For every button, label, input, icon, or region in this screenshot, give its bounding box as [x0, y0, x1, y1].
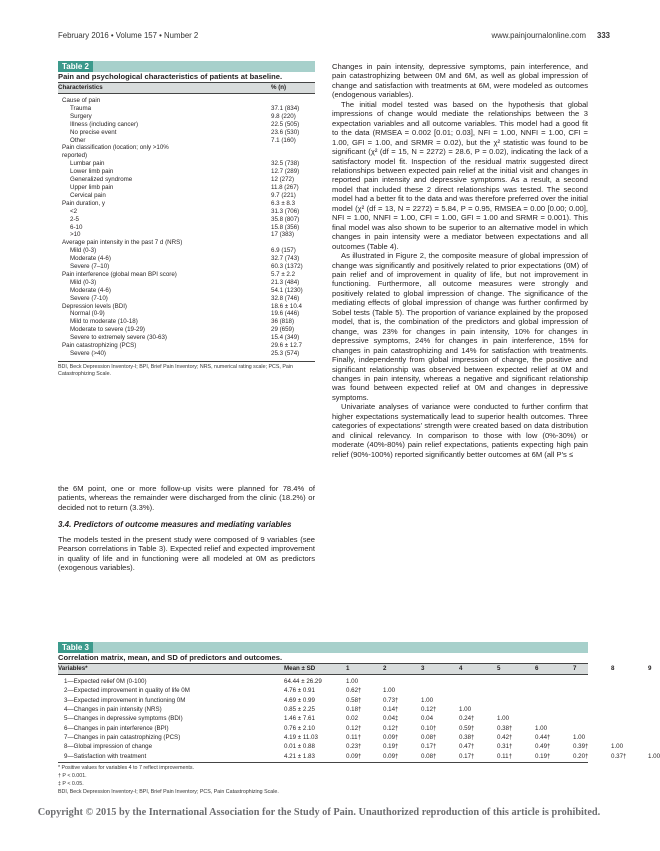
row-label: Mild (0-3) [70, 247, 97, 255]
row-value: 25.3 (574) [271, 350, 300, 357]
table-row [58, 733, 588, 742]
row-label: Pain duration, y [62, 199, 105, 207]
row-label: Other [70, 136, 86, 144]
row-value: 18.6 ± 10.4 [271, 302, 302, 310]
column-header: 8 [611, 665, 615, 672]
correlation-cell: 0.62† [346, 687, 362, 695]
page-header [58, 31, 610, 43]
table-2-tag-bar [58, 61, 315, 72]
correlation-cell: 0.59† [459, 724, 475, 732]
row-label: Average pain intensity in the past 7 d (NRS) [62, 239, 183, 247]
correlation-cell: 1.00 [346, 678, 359, 685]
row-value: 7.1 (160) [271, 136, 296, 144]
correlation-cell: 0.09† [346, 752, 362, 760]
table-3-footnote: * Positive values for variables 4 to 7 reflect improvements. [58, 764, 195, 771]
row-label: Mild (0-3) [70, 278, 97, 286]
row-label: Lumbar pain [70, 160, 105, 168]
row-value: 6.9 (157) [271, 247, 296, 255]
table-3-tag-bar [58, 642, 588, 653]
table-row [58, 113, 315, 121]
correlation-cell: 1.00 [421, 696, 434, 704]
correlation-cell: 1.00 [573, 733, 586, 741]
table-row [58, 310, 315, 318]
table-2-header [58, 82, 315, 94]
table-row [58, 105, 315, 113]
correlation-cell: 0.44† [535, 733, 551, 741]
mean-sd: 0.76 ± 2.10 [284, 724, 315, 732]
table-3 [58, 642, 660, 796]
correlation-cell: 0.14† [383, 705, 399, 713]
table-row [58, 168, 315, 176]
correlation-cell: 0.02 [346, 715, 359, 723]
correlation-cell: 0.31† [497, 743, 513, 751]
table-row [58, 271, 315, 279]
table-row [58, 192, 315, 200]
row-value: 29 (659) [271, 326, 295, 334]
row-label: No precise event [70, 128, 117, 136]
table-row [58, 121, 315, 129]
row-label: Lower limb pain [70, 168, 114, 176]
row-value: 54.1 (1230) [271, 286, 303, 294]
correlation-cell: 0.04 [421, 715, 434, 723]
table-row [58, 184, 315, 192]
table-row [58, 303, 315, 311]
row-value: 9.7 (221) [271, 191, 296, 199]
correlation-cell: 1.00 [497, 715, 510, 723]
row-label: Severe (7–10) [70, 263, 110, 271]
variable-name: 9—Satisfaction with treatment [64, 752, 147, 760]
column-header: 6 [535, 665, 539, 672]
table-row [58, 129, 315, 137]
row-label: 6-10 [70, 223, 83, 231]
table-3-footnote: ‡ P < 0.05. [58, 780, 84, 787]
column-header: 9 [648, 665, 652, 672]
column-header: 5 [497, 665, 501, 672]
variable-name: 8—Global impression of change [64, 743, 153, 751]
table-row [58, 144, 315, 152]
table-row [58, 742, 624, 751]
row-value: 12.7 (289) [271, 168, 300, 176]
variable-name: 1—Expected relief 0M (0-100) [64, 678, 147, 685]
column-header: 2 [383, 665, 387, 672]
correlation-cell: 0.24† [459, 715, 475, 723]
left-paragraph-2: The models tested in the present study were composed of 9 variables (see Pearson correlations in Table 3). Expected relief and expected improvement in quality of life and in functioning were all modeled at 0M as predictors (exogenous variables). [58, 534, 315, 573]
row-value: 32.8 (746) [271, 294, 300, 302]
table-row [58, 677, 588, 686]
row-value: 12 (272) [271, 176, 295, 184]
row-value: 15.4 (349) [271, 334, 300, 342]
row-value: 19.6 (446) [271, 310, 300, 318]
row-label: Moderate (4-6) [70, 286, 111, 294]
table-2-tag: Table 2 [58, 61, 93, 72]
table-row [58, 318, 315, 326]
row-label: Depression levels (BDI) [62, 302, 127, 310]
correlation-cell: 0.08† [421, 752, 437, 760]
variable-name: 4—Changes in pain intensity (NRS) [64, 705, 162, 713]
row-value: 32.7 (743) [271, 255, 300, 263]
table-row [58, 686, 588, 695]
row-label: Normal (0-9) [70, 310, 105, 318]
table-2-header-characteristics: Characteristics [58, 84, 103, 91]
row-label: 2-5 [70, 215, 79, 223]
column-header: 3 [421, 665, 425, 672]
row-label: Pain interference (global mean BPI score) [62, 270, 177, 278]
mean-sd: 1.46 ± 7.61 [284, 715, 315, 723]
table-row [58, 200, 315, 208]
row-label: <2 [70, 207, 78, 215]
table-row [58, 263, 315, 271]
row-value: 22.5 (505) [271, 120, 300, 128]
column-header: Mean ± SD [284, 665, 316, 672]
row-value: 37.1 (834) [271, 104, 300, 112]
table-2 [58, 61, 315, 378]
table-row [58, 152, 315, 160]
page-number: 333 [596, 31, 610, 40]
correlation-cell: 0.42† [497, 733, 513, 741]
correlation-cell: 1.00 [383, 687, 396, 695]
table-3-body [58, 677, 660, 761]
table-row [58, 224, 315, 232]
table-3-footnote: † P < 0.001. [58, 772, 87, 779]
correlation-cell: 0.09† [383, 733, 399, 741]
row-label: Cause of pain [62, 97, 101, 104]
correlation-cell: 0.58† [346, 696, 362, 704]
copyright-notice: Copyright © 2015 by the International Association for the Study of Pain. Unauthorized reproduction of this article is prohibited. [37, 807, 601, 818]
correlation-cell: 0.12† [383, 724, 399, 732]
right-paragraph-4: Univariate analyses of variance were conducted to further confirm that higher expectations systematically lead to superior health outcomes. Three categories of expectations' strength were created based on data distribution and clinical relevancy. In comparison to those with low (0%-30%) or moderate (40%-80%) pain relief expectations, patients expecting high pain relief (90%-100%) reported significantly better outcomes at 6M (all P's ≤ [332, 402, 588, 459]
row-value: 31.3 (706) [271, 207, 300, 215]
table-row [58, 752, 660, 761]
table-row [58, 97, 315, 105]
right-paragraph-3: As illustrated in Figure 2, the composite measure of global impression of change was significantly and positively related to prior expectations (0M) of pain relief and of improvement in quality of life, but not improvement in functioning. Furthermore, all outcome measures were strongly and positively related to global impression of change. The significance of the mediating effects of global impression of change was further confirmed by Sobel tests (Table 5). The proportion of variance explained by the proposed model, that is, the combination of the predictors and global impression of change, was 23% for changes in pain intensity, 10% for changes in depressive symptoms, 24% for changes in pain interference, 15% for changes in pain catastrophizing and 14% for satisfaction with treatments. Finally, independently from global impression of change, the positive and significant relationship was observed between expected relief at 0M and changes in pain intensity, whereas a negative and significant relationship was found between expected relief at 0M and changes in depressive symptoms. [332, 251, 588, 402]
row-value: 29.6 ± 12.7 [271, 342, 302, 350]
row-label: Mild to moderate (10-18) [70, 318, 138, 326]
column-header: 4 [459, 665, 463, 672]
row-value: 9.8 (220) [271, 112, 296, 120]
table-row [58, 342, 315, 350]
row-value: 36 (818) [271, 318, 295, 326]
variable-name: 2—Expected improvement in quality of life 0M [64, 687, 190, 695]
correlation-cell: 1.00 [648, 752, 660, 760]
correlation-cell: 0.12† [421, 705, 437, 713]
row-value: 15.8 (356) [271, 223, 300, 231]
table-3-title: Correlation matrix, mean, and SD of predictors and outcomes. [58, 653, 283, 662]
correlation-cell: 0.38† [497, 724, 513, 732]
row-value: 23.6 (530) [271, 128, 300, 136]
table-3-header [58, 663, 652, 675]
row-label: Pain catastrophizing (PCS) [62, 342, 137, 350]
correlation-cell: 0.73† [383, 696, 399, 704]
row-label: Upper limb pain [70, 183, 114, 191]
row-label: Severe (7-10) [70, 294, 108, 302]
row-label: Moderate to severe (19-29) [70, 326, 145, 334]
right-paragraph-1: Changes in pain intensity, depressive symptoms, pain interference, and pain catastrophizing between 0M and 6M, as well as global impression of change and satisfaction with treatments at 6M, were modeled as outcomes (endogenous variables). [332, 62, 588, 100]
correlation-cell: 0.47† [459, 743, 475, 751]
row-label: >10 [70, 231, 81, 239]
mean-sd: 0.85 ± 2.25 [284, 705, 315, 713]
row-label: Cervical pain [70, 191, 106, 199]
row-value: 32.5 (738) [271, 160, 300, 168]
section-heading-3-4: 3.4. Predictors of outcome measures and mediating variables [58, 520, 292, 530]
correlation-cell: 0.37† [611, 752, 627, 760]
table-row [58, 255, 315, 263]
mean-sd: 4.69 ± 0.99 [284, 696, 315, 704]
table-row [58, 334, 315, 342]
table-row [58, 216, 315, 224]
variable-name: 7—Changes in pain catastrophizing (PCS) [64, 733, 181, 741]
row-label: reported) [62, 152, 88, 160]
table-row [58, 350, 315, 358]
variable-name: 3—Expected improvement in functioning 0M [64, 696, 186, 704]
row-value: 35.8 (807) [271, 215, 300, 223]
table-3-tag: Table 3 [58, 642, 93, 653]
row-label: Moderate (4-6) [70, 255, 111, 263]
correlation-cell: 0.10† [421, 724, 437, 732]
row-label: Trauma [70, 104, 92, 112]
row-value: 11.8 (267) [271, 183, 299, 191]
correlation-cell: 0.12† [346, 724, 362, 732]
journal-issue: February 2016 • Volume 157 • Number 2 [58, 31, 199, 40]
row-label: Illness (including cancer) [70, 120, 139, 128]
table-row [58, 714, 588, 723]
journal-url[interactable]: www.painjournalonline.com [491, 31, 586, 40]
row-label: Severe to extremely severe (30-63) [70, 334, 167, 342]
table-3-footnotes [58, 762, 588, 796]
table-row [58, 176, 315, 184]
table-row [58, 279, 315, 287]
correlation-cell: 0.17† [459, 752, 475, 760]
row-label: Severe (>40) [70, 350, 106, 357]
row-label: Generalized syndrome [70, 176, 133, 184]
right-paragraph-2: The initial model tested was based on the hypothesis that global impressions of change would mediate the relationships between the 3 expectation variables and all outcome variables. This model had a good fit to the data (RMSEA = 0.002 [0.01; 0.03], NFI = 1.00, NNFI = 1.00, CFI = 1.00, GFI = 1.00, and SRMR = 0.02), but the χ² statistic was found to be significant (χ² (df = 15, N = 2272) = 28.6, P = 0.02), indicating the lack of a satisfactory model fit. Inspection of the residual matrix suggested direct relationships between expected pain relief at the initial visit and changes in reported pain intensity and depressive symptoms. As a result, a second model that included these 2 direct relationships was tested. The second model had a better fit to the data and was therefore preferred over the initial model (χ² (df = 13, N = 2272) = 5.84, P = 0.95, RMSEA = 0.00 [0.00; 0.00], NFI = 1.00, NNFI = 1.00, CFI = 1.00, GFI = 1.00 and SRMR = 0.001). This final model was also shown to be superior to an alternative model in which changes in pain intensity were a mediator between expectations and all outcomes (Table 4). [332, 99, 588, 251]
table-2-header-value: % (n) [271, 84, 287, 91]
correlation-cell: 0.20† [573, 752, 589, 760]
mean-sd: 4.21 ± 1.83 [284, 752, 315, 760]
table-row [58, 160, 315, 168]
correlation-cell: 0.09† [383, 752, 399, 760]
table-row [58, 724, 588, 733]
mean-sd: 4.19 ± 11.03 [284, 733, 318, 741]
table-2-title: Pain and psychological characteristics of patients at baseline. [58, 72, 283, 81]
row-value: 60.3 (1372) [271, 263, 303, 271]
row-label: Surgery [70, 112, 92, 120]
table-row [58, 247, 315, 255]
column-header: 7 [573, 665, 577, 672]
row-label: Pain classification (location; only >10% [62, 144, 169, 152]
correlation-cell: 0.04‡ [383, 715, 399, 723]
table-2-body [58, 97, 315, 358]
table-2-footnote: BDI, Beck Depression Inventory-I; BPI, Brief Pain Inventory; NRS, numerical rating scale; PCS, Pain Catastrophizing Scale. [58, 361, 315, 378]
table-row [58, 137, 315, 145]
correlation-cell: 0.38† [459, 733, 475, 741]
table-row [58, 326, 315, 334]
column-header: 1 [346, 665, 350, 672]
row-value: 6.3 ± 8.3 [271, 199, 296, 207]
correlation-cell: 0.39† [573, 743, 589, 751]
left-paragraph-1: the 6M point, one or more follow-up visits were planned for 78.4% of patients, whereas the remainder were discharged from the clinic (18.2%) or decided not to return (3.3%). [58, 484, 315, 512]
correlation-cell: 1.00 [611, 743, 624, 751]
correlation-cell: 0.19† [535, 752, 551, 760]
table-row [58, 705, 588, 714]
row-value: 17 (383) [271, 231, 295, 239]
table-row [58, 696, 588, 705]
correlation-cell: 0.17† [421, 743, 437, 751]
table-3-footnote: BDI, Beck Depression Inventory-I; BPI, Brief Pain Inventory; PCS, Pain Catastrophizing Scale. [58, 788, 279, 795]
table-row [58, 208, 315, 216]
correlation-cell: 0.18† [346, 705, 362, 713]
correlation-cell: 1.00 [459, 705, 472, 713]
mean-sd: 4.76 ± 0.91 [284, 687, 315, 695]
left-column-text [58, 484, 315, 573]
right-column-text [332, 62, 588, 459]
row-value: 21.3 (484) [271, 278, 300, 286]
table-row [58, 239, 315, 247]
table-row [58, 295, 315, 303]
row-value: 5.7 ± 2.2 [271, 270, 296, 278]
mean-sd: 64.44 ± 26.29 [284, 678, 322, 685]
correlation-cell: 0.23† [346, 743, 362, 751]
table-row [58, 287, 315, 295]
correlation-cell: 0.11† [346, 733, 362, 741]
mean-sd: 0.01 ± 0.88 [284, 743, 315, 751]
column-header: Variables* [58, 665, 88, 672]
correlation-cell: 0.19† [383, 743, 399, 751]
correlation-cell: 0.49† [535, 743, 551, 751]
table-row [58, 231, 315, 239]
correlation-cell: 0.08† [421, 733, 437, 741]
correlation-cell: 1.00 [535, 724, 548, 732]
variable-name: 5—Changes in depressive symptoms (BDI) [64, 715, 183, 723]
variable-name: 6—Changes in pain interference (BPI) [64, 724, 169, 732]
correlation-cell: 0.11† [497, 752, 513, 760]
